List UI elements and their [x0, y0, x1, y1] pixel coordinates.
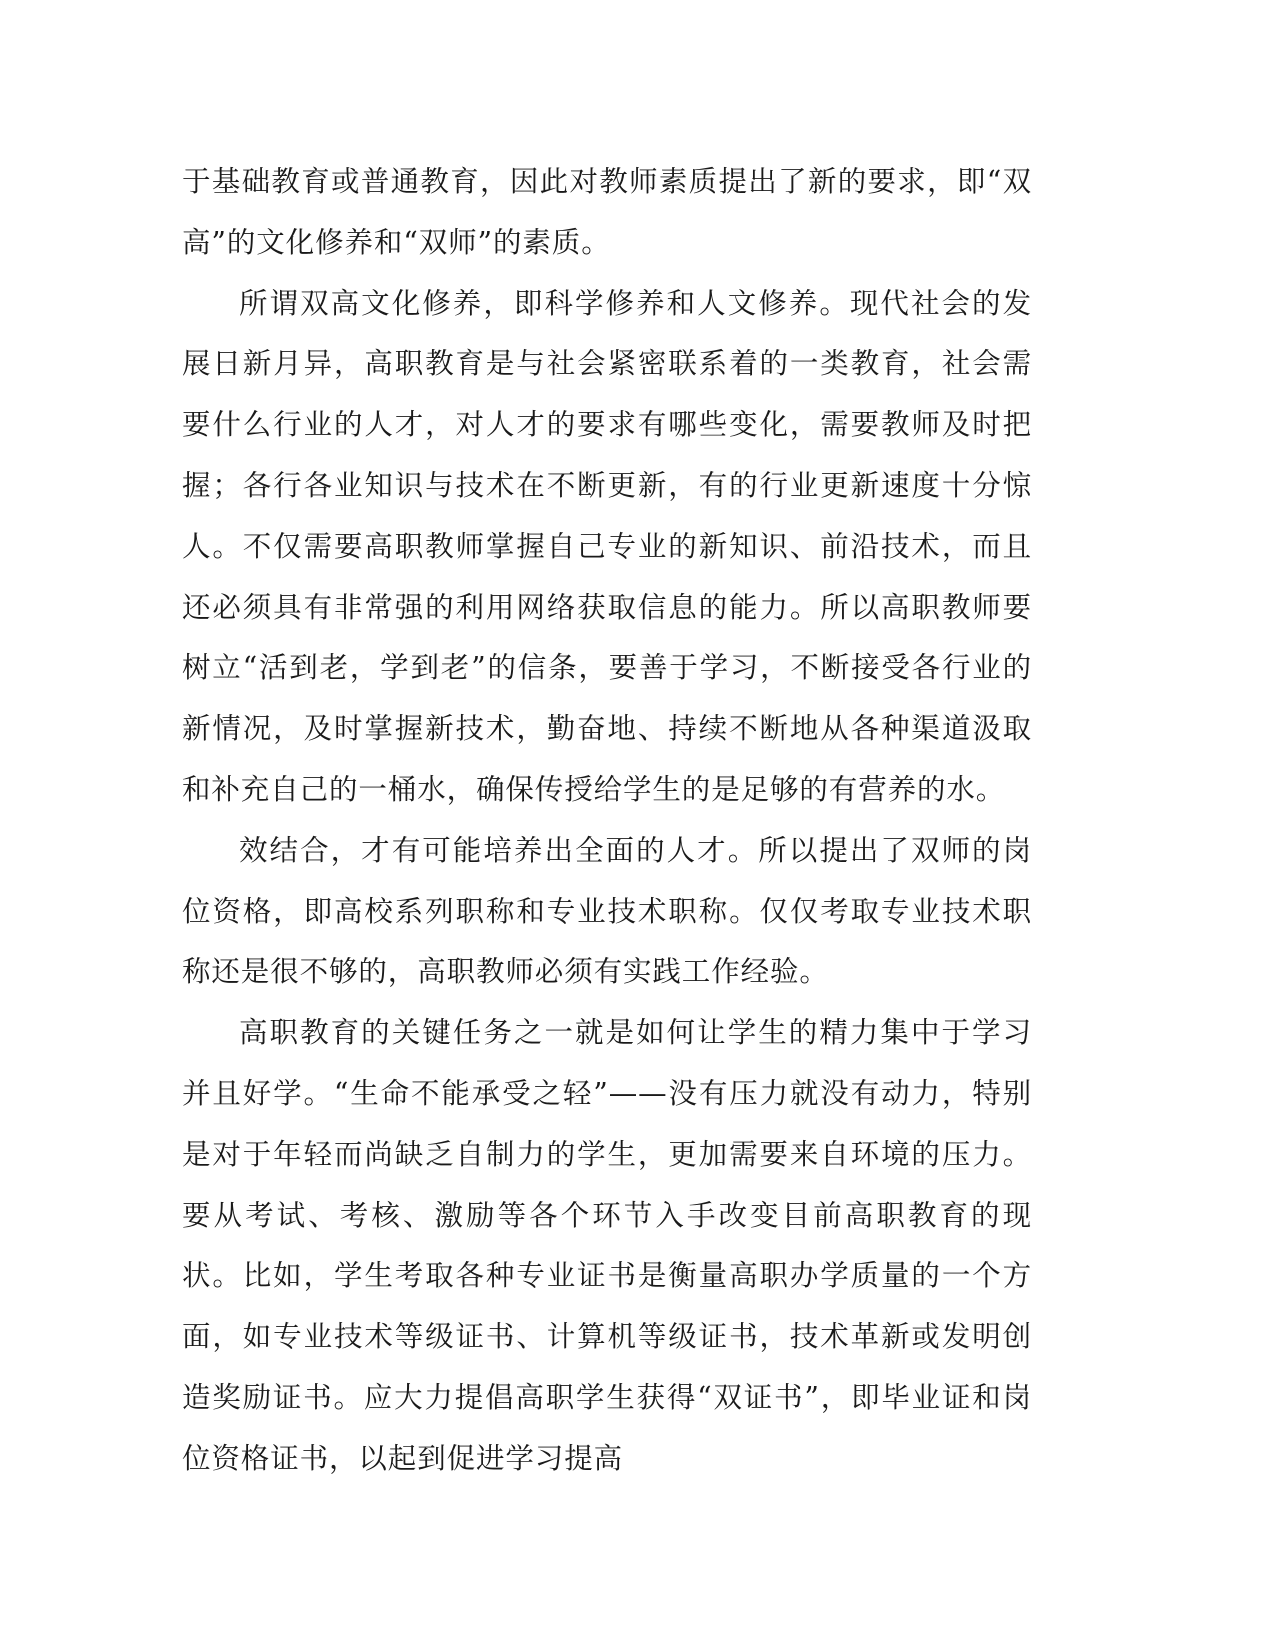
paragraph-1: 于基础教育或普通教育，因此对教师素质提出了新的要求，即“双高”的文化修养和“双师”的素质。 — [182, 165, 1032, 259]
paragraph-4: 高职教育的关键任务之一就是如何让学生的精力集中于学习并且好学。“生命不能承受之轻”——没有压力就没有动力，特别是对于年轻而尚缺乏自制力的学生，更加需要来自环境的压力。要从考试、考核、激励等各个环节入手改变目前高职教育的现状。比如，学生考取各种专业证书是衡量高职办学质量的一个方面，如专业技术等级证书、计算机等级证书，技术革新或发明创造奖励证书。应大力提倡高职学生获得“双证书”，即毕业证和岗位资格证书，以起到促进学习提高 — [182, 1016, 1032, 1475]
paragraph-2: 所谓双高文化修养，即科学修养和人文修养。现代社会的发展日新月异，高职教育是与社会紧密联系着的一类教育，社会需要什么行业的人才，对人才的要求有哪些变化，需要教师及时把握；各行各业知识与技术在不断更新，有的行业更新速度十分惊人。不仅需要高职教师掌握自己专业的新知识、前沿技术，而且还必须具有非常强的利用网络获取信息的能力。所以高职教师要树立“活到老，学到老”的信条，要善于学习，不断接受各行业的新情况，及时掌握新技术，勤奋地、持续不断地从各种渠道汲取和补充自己的一桶水，确保传授给学生的是足够的有营养的水。 — [182, 286, 1032, 806]
document-body — [182, 152, 1032, 1490]
paragraph-3: 效结合，才有可能培养出全面的人才。所以提出了双师的岗位资格，即高校系列职称和专业技术职称。仅仅考取专业技术职称还是很不够的，高职教师必须有实践工作经验。 — [182, 833, 1032, 989]
